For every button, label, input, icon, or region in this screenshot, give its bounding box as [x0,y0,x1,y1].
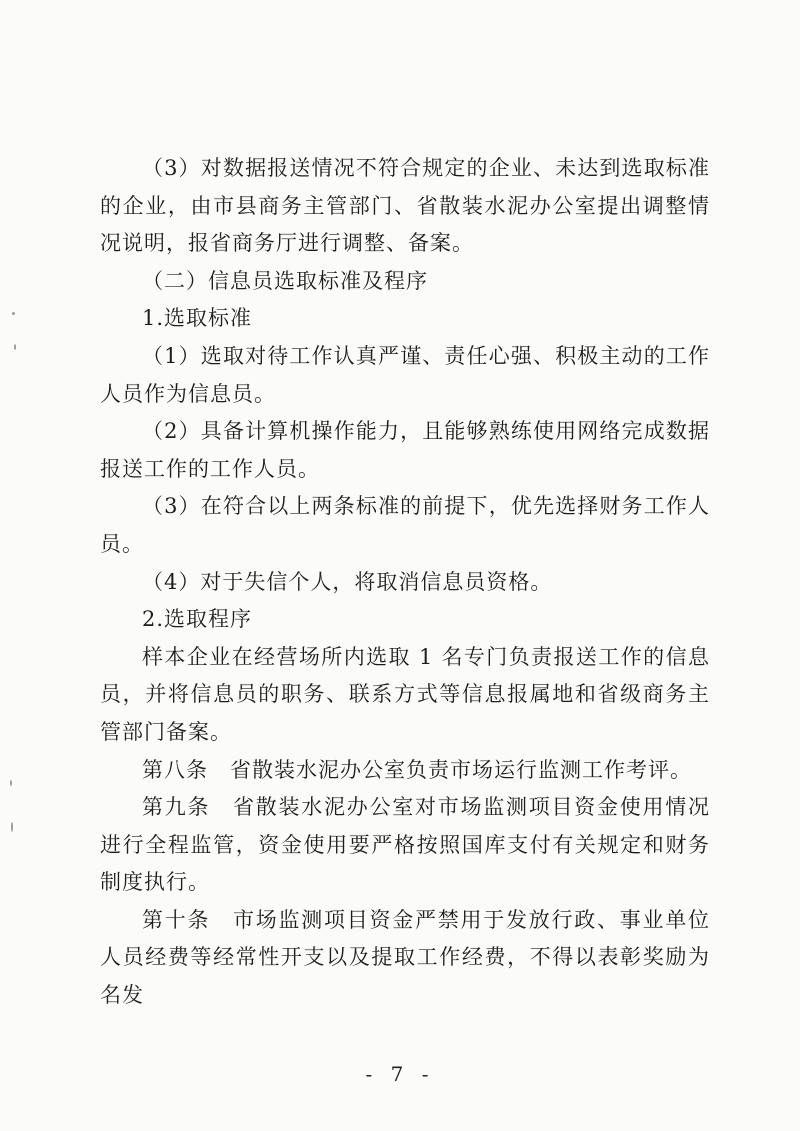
article-10: 第十条 市场监测项目资金严禁用于发放行政、事业单位人员经费等经常性开支以及提取工作经费，不得以表彰奖励为名发 [100,907,710,1008]
paragraph-standard-2: （2）具备计算机操作能力，且能够熟练使用网络完成数据报送工作的工作人员。 [100,419,710,481]
paragraph-standard-3: （3）在符合以上两条标准的前提下，优先选择财务工作人员。 [100,494,710,556]
page-number: - 7 - [365,1062,435,1086]
scan-speck [10,780,12,786]
scan-speck [12,312,15,315]
paragraph-standard-4: （4）对于失信个人，将取消信息员资格。 [142,569,553,594]
scan-speck [14,344,16,350]
scan-speck [11,822,13,832]
paragraph-procedure: 样本企业在经营场所内选取 1 名专门负责报送工作的信息员，并将信息员的职务、联系方式等信息报属地和省级商务主管部门备案。 [100,644,710,744]
subheading-selection-procedure: 2.选取程序 [142,607,253,632]
section-heading-2: （二）信息员选取标准及程序 [142,268,428,293]
article-9: 第九条 省散装水泥办公室对市场监测项目资金使用情况进行全程监管，资金使用要严格按照国库支付有关规定和财务制度执行。 [100,795,710,895]
paragraph-1: （3）对数据报送情况不符合规定的企业、未达到选取标准的企业，由市县商务主管部门、省散装水泥办公室提出调整情况说明，报省商务厅进行调整、备案。 [100,156,710,256]
document-body [100,150,710,1015]
subheading-selection-standard: 1.选取标准 [142,306,253,331]
article-8: 第八条 省散装水泥办公室负责市场运行监测工作考评。 [142,757,692,782]
paragraph-standard-1: （1）选取对待工作认真严谨、责任心强、积极主动的工作人员作为信息员。 [100,343,710,406]
